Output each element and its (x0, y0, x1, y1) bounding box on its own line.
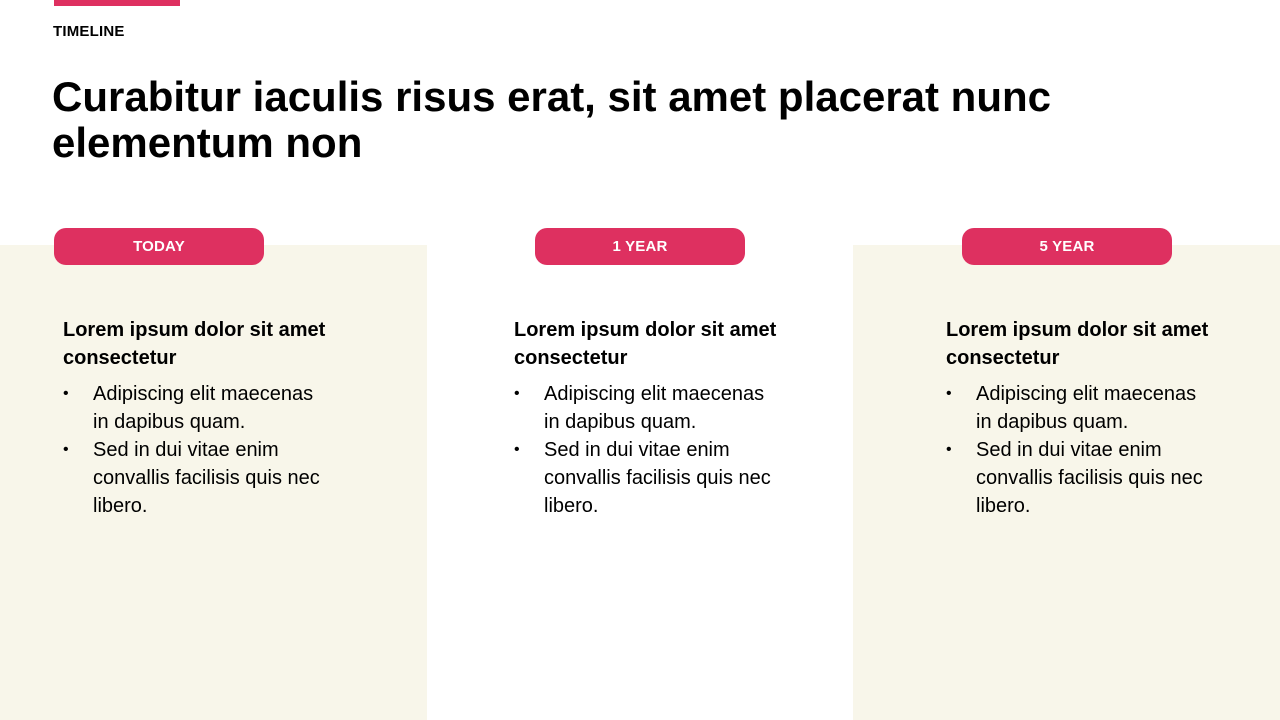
bullet-text: Sed in dui vitae enim convallis facilisis quis nec libero. (976, 439, 1203, 517)
bullet-icon: • (63, 441, 69, 458)
accent-bar (54, 0, 180, 6)
list-item (946, 380, 1216, 436)
column-1-year (514, 316, 784, 520)
list-item (514, 436, 784, 520)
column-heading: Lorem ipsum dolor sit amet consectetur (514, 319, 777, 369)
column-heading: Lorem ipsum dolor sit amet consectetur (946, 319, 1209, 369)
bullet-list (946, 380, 1216, 520)
section-label: TIMELINE (53, 23, 125, 40)
bullet-text: Sed in dui vitae enim convallis facilisis quis nec libero. (544, 439, 771, 517)
bullet-text: Sed in dui vitae enim convallis facilisis quis nec libero. (93, 439, 320, 517)
timeline-label-today: TODAY (54, 228, 264, 265)
list-item (514, 380, 784, 436)
bullet-icon: • (946, 441, 952, 458)
bullet-icon: • (514, 441, 520, 458)
bullet-icon: • (946, 385, 952, 402)
bullet-icon: • (63, 385, 69, 402)
column-5-year (946, 316, 1216, 520)
bullet-text: Adipiscing elit maecenas in dapibus quam. (976, 383, 1197, 433)
column-heading: Lorem ipsum dolor sit amet consectetur (63, 319, 326, 369)
list-item (63, 436, 333, 520)
bullet-icon: • (514, 385, 520, 402)
column-today (63, 316, 333, 520)
timeline-label-5-year: 5 YEAR (962, 228, 1172, 265)
page-title: Curabitur iaculis risus erat, sit amet placerat nunc elementum non (52, 73, 1051, 166)
timeline-label-1-year: 1 YEAR (535, 228, 745, 265)
bullet-list (63, 380, 333, 520)
bullet-text: Adipiscing elit maecenas in dapibus quam. (544, 383, 765, 433)
bullet-text: Adipiscing elit maecenas in dapibus quam. (93, 383, 314, 433)
bullet-list (514, 380, 784, 520)
list-item (946, 436, 1216, 520)
list-item (63, 380, 333, 436)
